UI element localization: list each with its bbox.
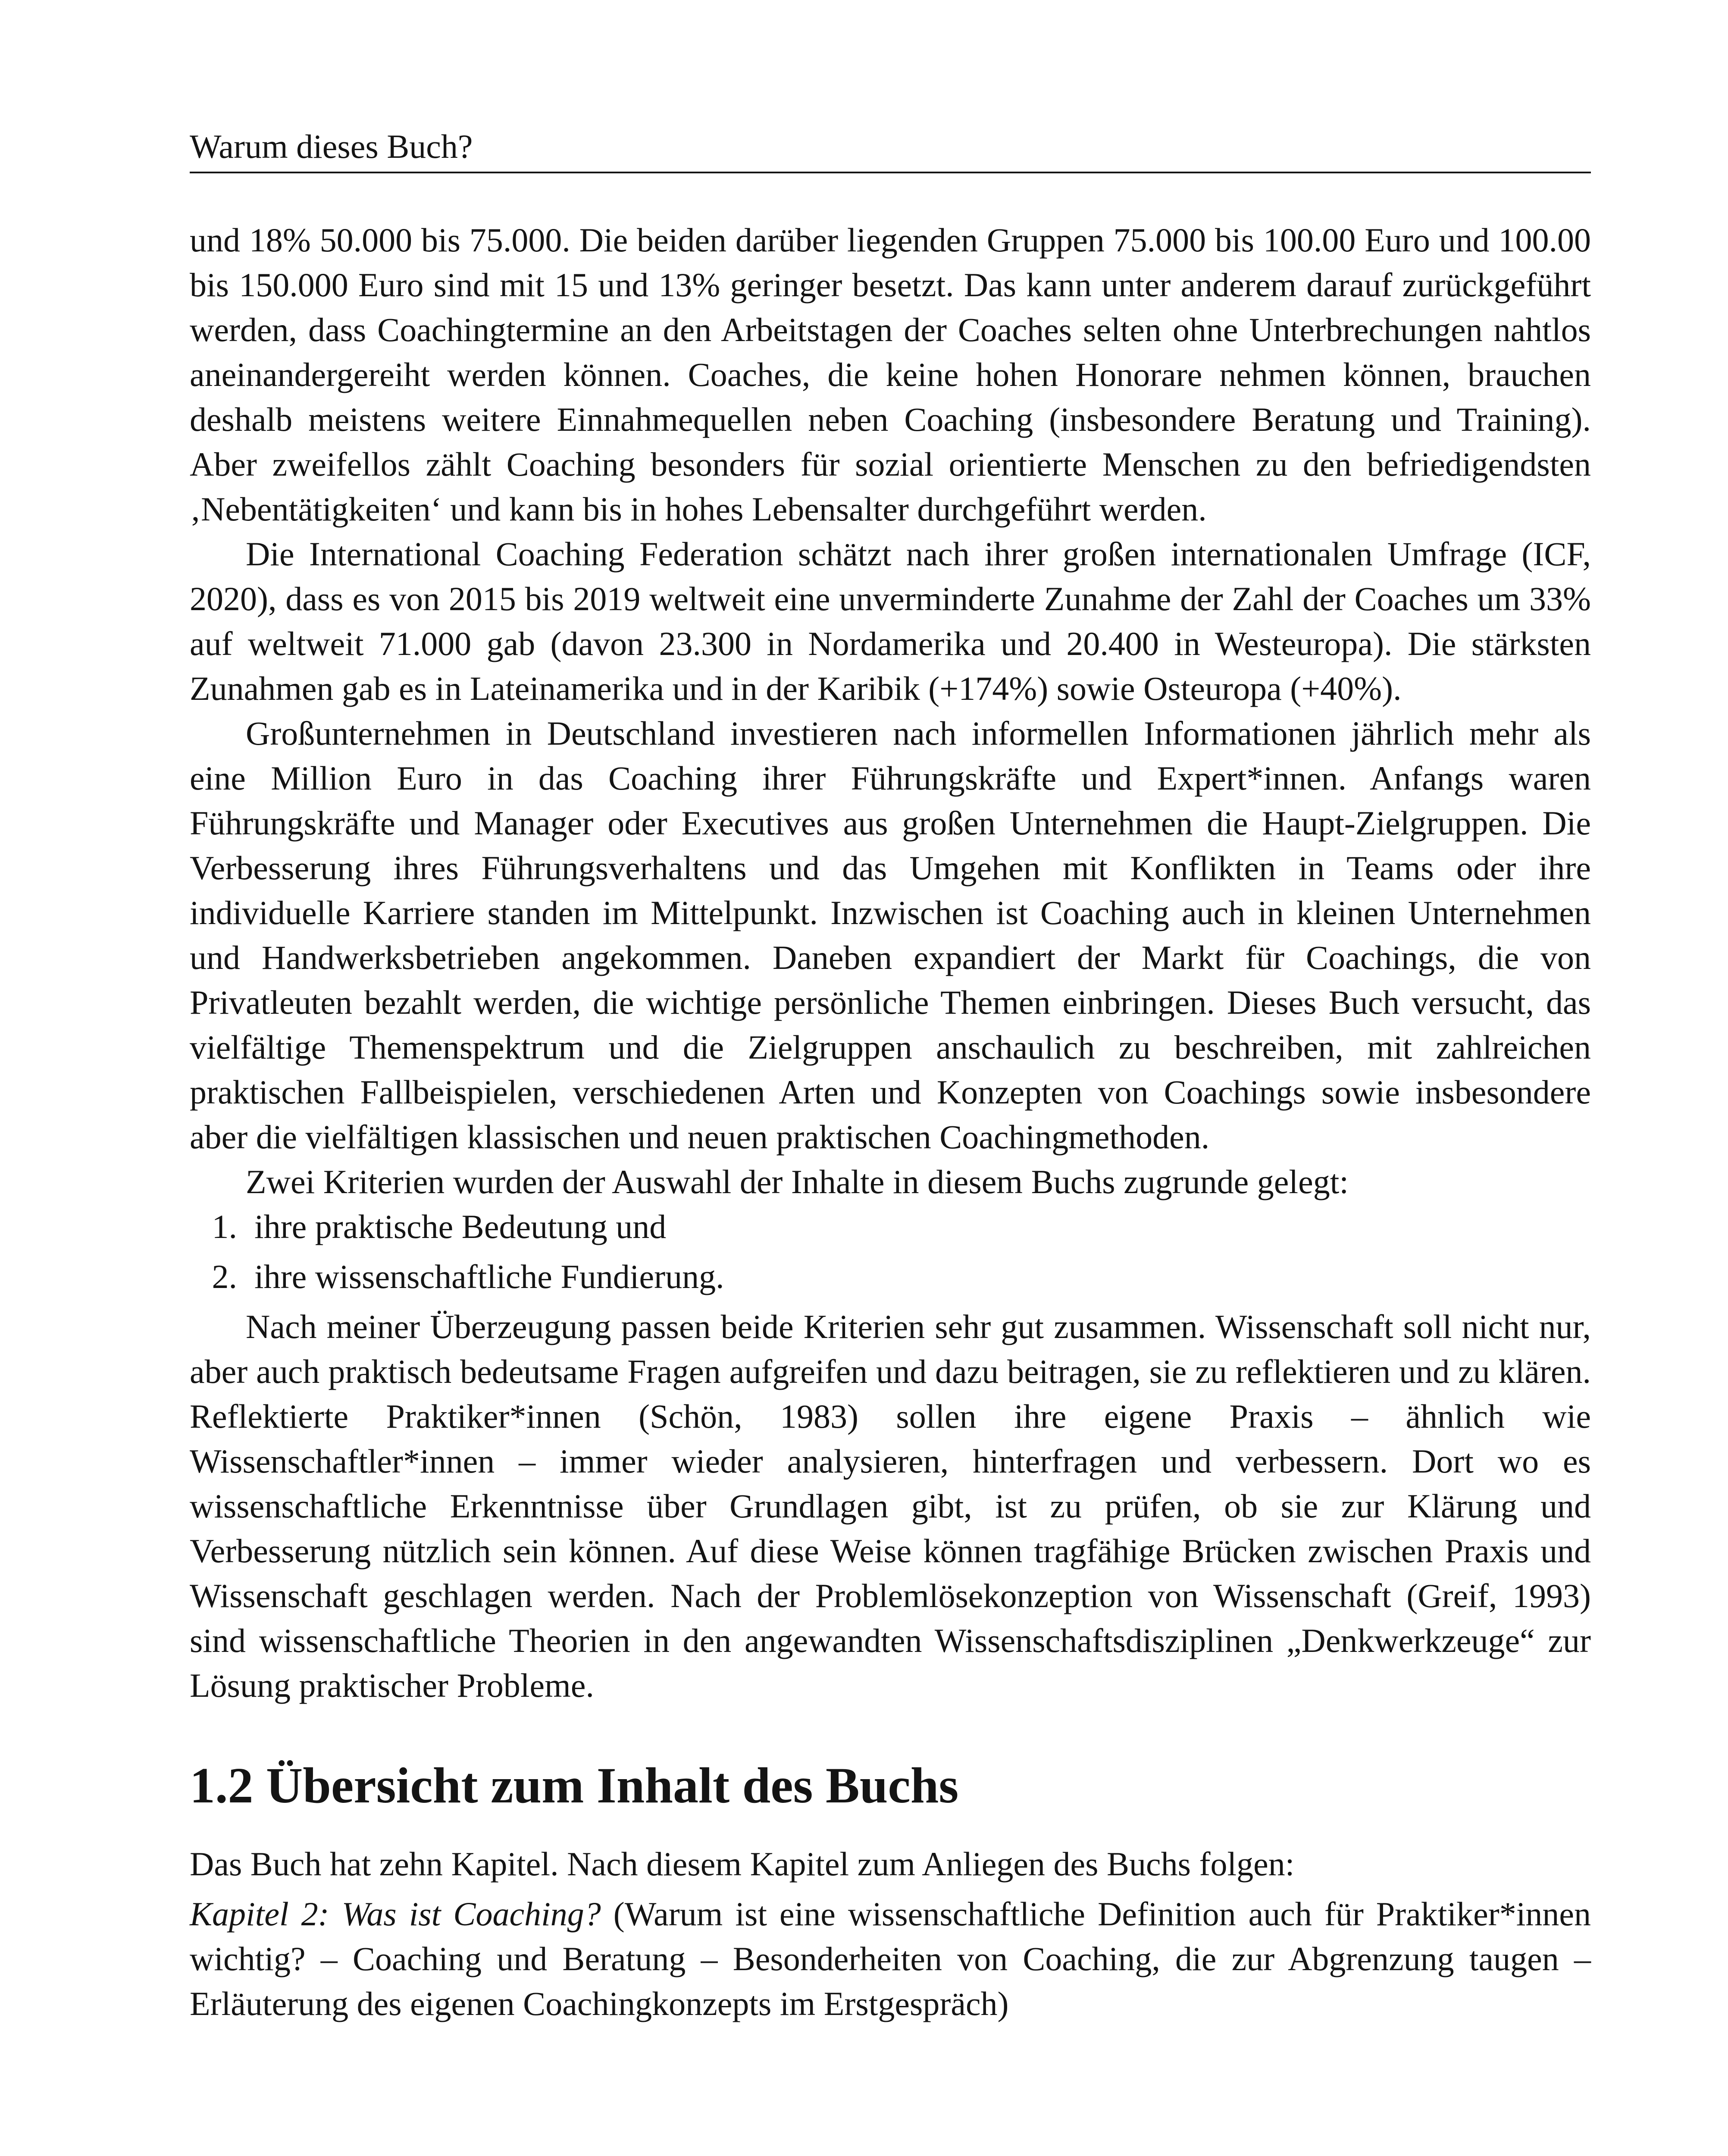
list-item-text: ihre wissenschaftliche Fundierung. [254, 1258, 724, 1295]
list-item [190, 1254, 1591, 1299]
list-item [190, 1204, 1591, 1249]
paragraph-icf-umfrage: Die International Coaching Federation schätzt nach ihrer großen internationalen Umfrage (ICF, 2020), dass es von 2015 bis 2019 weltweit eine unverminderte Zunahme der Zahl der Coaches um 33% auf weltweit 71.000 gab (davon 23.300 in Nordamerika und 20.400 in Westeuropa). Die stärksten Zunahmen gab es in Lateinamerika und in der Karibik (+174%) sowie Osteuropa (+40%). [190, 535, 1591, 707]
list-item-number: 2. [212, 1258, 237, 1295]
chapter-description: (Warum ist eine wissenschaftliche Definition auch für Praktiker*innen wichtig? – Coaching und Beratung – Besonderheiten von Coaching, die zur Abgrenzung taugen – Erläuterung des eigenen Coachingkonzepts im Erstgespräch) [190, 1895, 1591, 2022]
chapter-entry [190, 1892, 1591, 2026]
paragraph-wissenschaft-praxis: Nach meiner Überzeugung passen beide Kriterien sehr gut zusammen. Wissenschaft soll nicht nur, aber auch praktisch bedeutsame Fragen aufgreifen und dazu beitragen, sie zu reflektieren und zu klären. Reflektierte Praktiker*innen (Schön, 1983) sollen ihre eigene Praxis – ähnlich wie Wissenschaftler*innen – immer wieder analysieren, hinterfragen und verbessern. Dort wo es wissenschaftliche Erkenntnisse über Grundlagen gibt, ist zu prüfen, ob sie zur Klärung und Verbesserung nützlich sein können. Auf diese Weise können tragfähige Brücken zwischen Praxis und Wissenschaft geschlagen werden. Nach der Problemlösekonzeption von Wissenschaft (Greif, 1993) sind wissenschaftliche Theorien in den angewandten Wissenschaftsdisziplinen „Denkwerkzeuge“ zur Lösung praktischer Probleme. [190, 1308, 1591, 1704]
chapter-title: Kapitel 2: Was ist Coaching? [190, 1895, 601, 1933]
body-text [190, 218, 1591, 2026]
section-intro: Das Buch hat zehn Kapitel. Nach diesem Kapitel zum Anliegen des Buchs folgen: [190, 1845, 1295, 1883]
list-item-text: ihre praktische Bedeutung und [254, 1208, 667, 1245]
paragraph-honorare: und 18% 50.000 bis 75.000. Die beiden darüber liegenden Gruppen 75.000 bis 100.00 Euro und 100.00 bis 150.000 Euro sind mit 15 und 13% geringer besetzt. Das kann unter anderem darauf zurückgeführt werden, dass Coachingtermine an den Arbeitstagen der Coaches selten ohne Unterbrechungen nahtlos aneinandergereiht werden können. Coaches, die keine hohen Honorare nehmen können, brauchen deshalb meistens weitere Einnahmequellen neben Coaching (insbesondere Beratung und Training). Aber zweifellos zählt Coaching besonders für sozial orientierte Menschen zu den befriedigendsten ‚Nebentätigkeiten‘ und kann bis in hohes Lebensalter durchgeführt werden. [190, 221, 1591, 528]
paragraph-grossunternehmen: Großunternehmen in Deutschland investieren nach informellen Informationen jährlich mehr als eine Million Euro in das Coaching ihrer Führungskräfte und Expert*innen. Anfangs waren Führungskräfte und Manager oder Executives aus großen Unternehmen die Haupt-Zielgruppen. Die Verbesserung ihres Führungsverhaltens und das Umgehen mit Konflikten in Teams oder ihre individuelle Karriere standen im Mittelpunkt. Inzwischen ist Coaching auch in kleinen Unternehmen und Handwerksbetrieben angekommen. Daneben expandiert der Markt für Coachings, die von Privatleuten bezahlt werden, die wichtige persönliche Themen einbringen. Dieses Buch versucht, das vielfältige Themenspektrum und die Zielgruppen anschaulich zu beschreiben, mit zahlreichen praktischen Fallbeispielen, verschiedenen Arten und Konzepten von Coachings sowie insbesondere aber die vielfältigen klassischen und neuen praktischen Coachingmethoden. [190, 714, 1591, 1156]
criteria-list [190, 1204, 1591, 1299]
list-item-number: 1. [212, 1208, 237, 1245]
running-header: Warum dieses Buch? [190, 125, 1591, 173]
paragraph-kriterien-intro: Zwei Kriterien wurden der Auswahl der Inhalte in diesem Buchs zugrunde gelegt: [246, 1163, 1349, 1200]
section-heading: 1.2 Übersicht zum Inhalt des Buchs [190, 1757, 959, 1814]
